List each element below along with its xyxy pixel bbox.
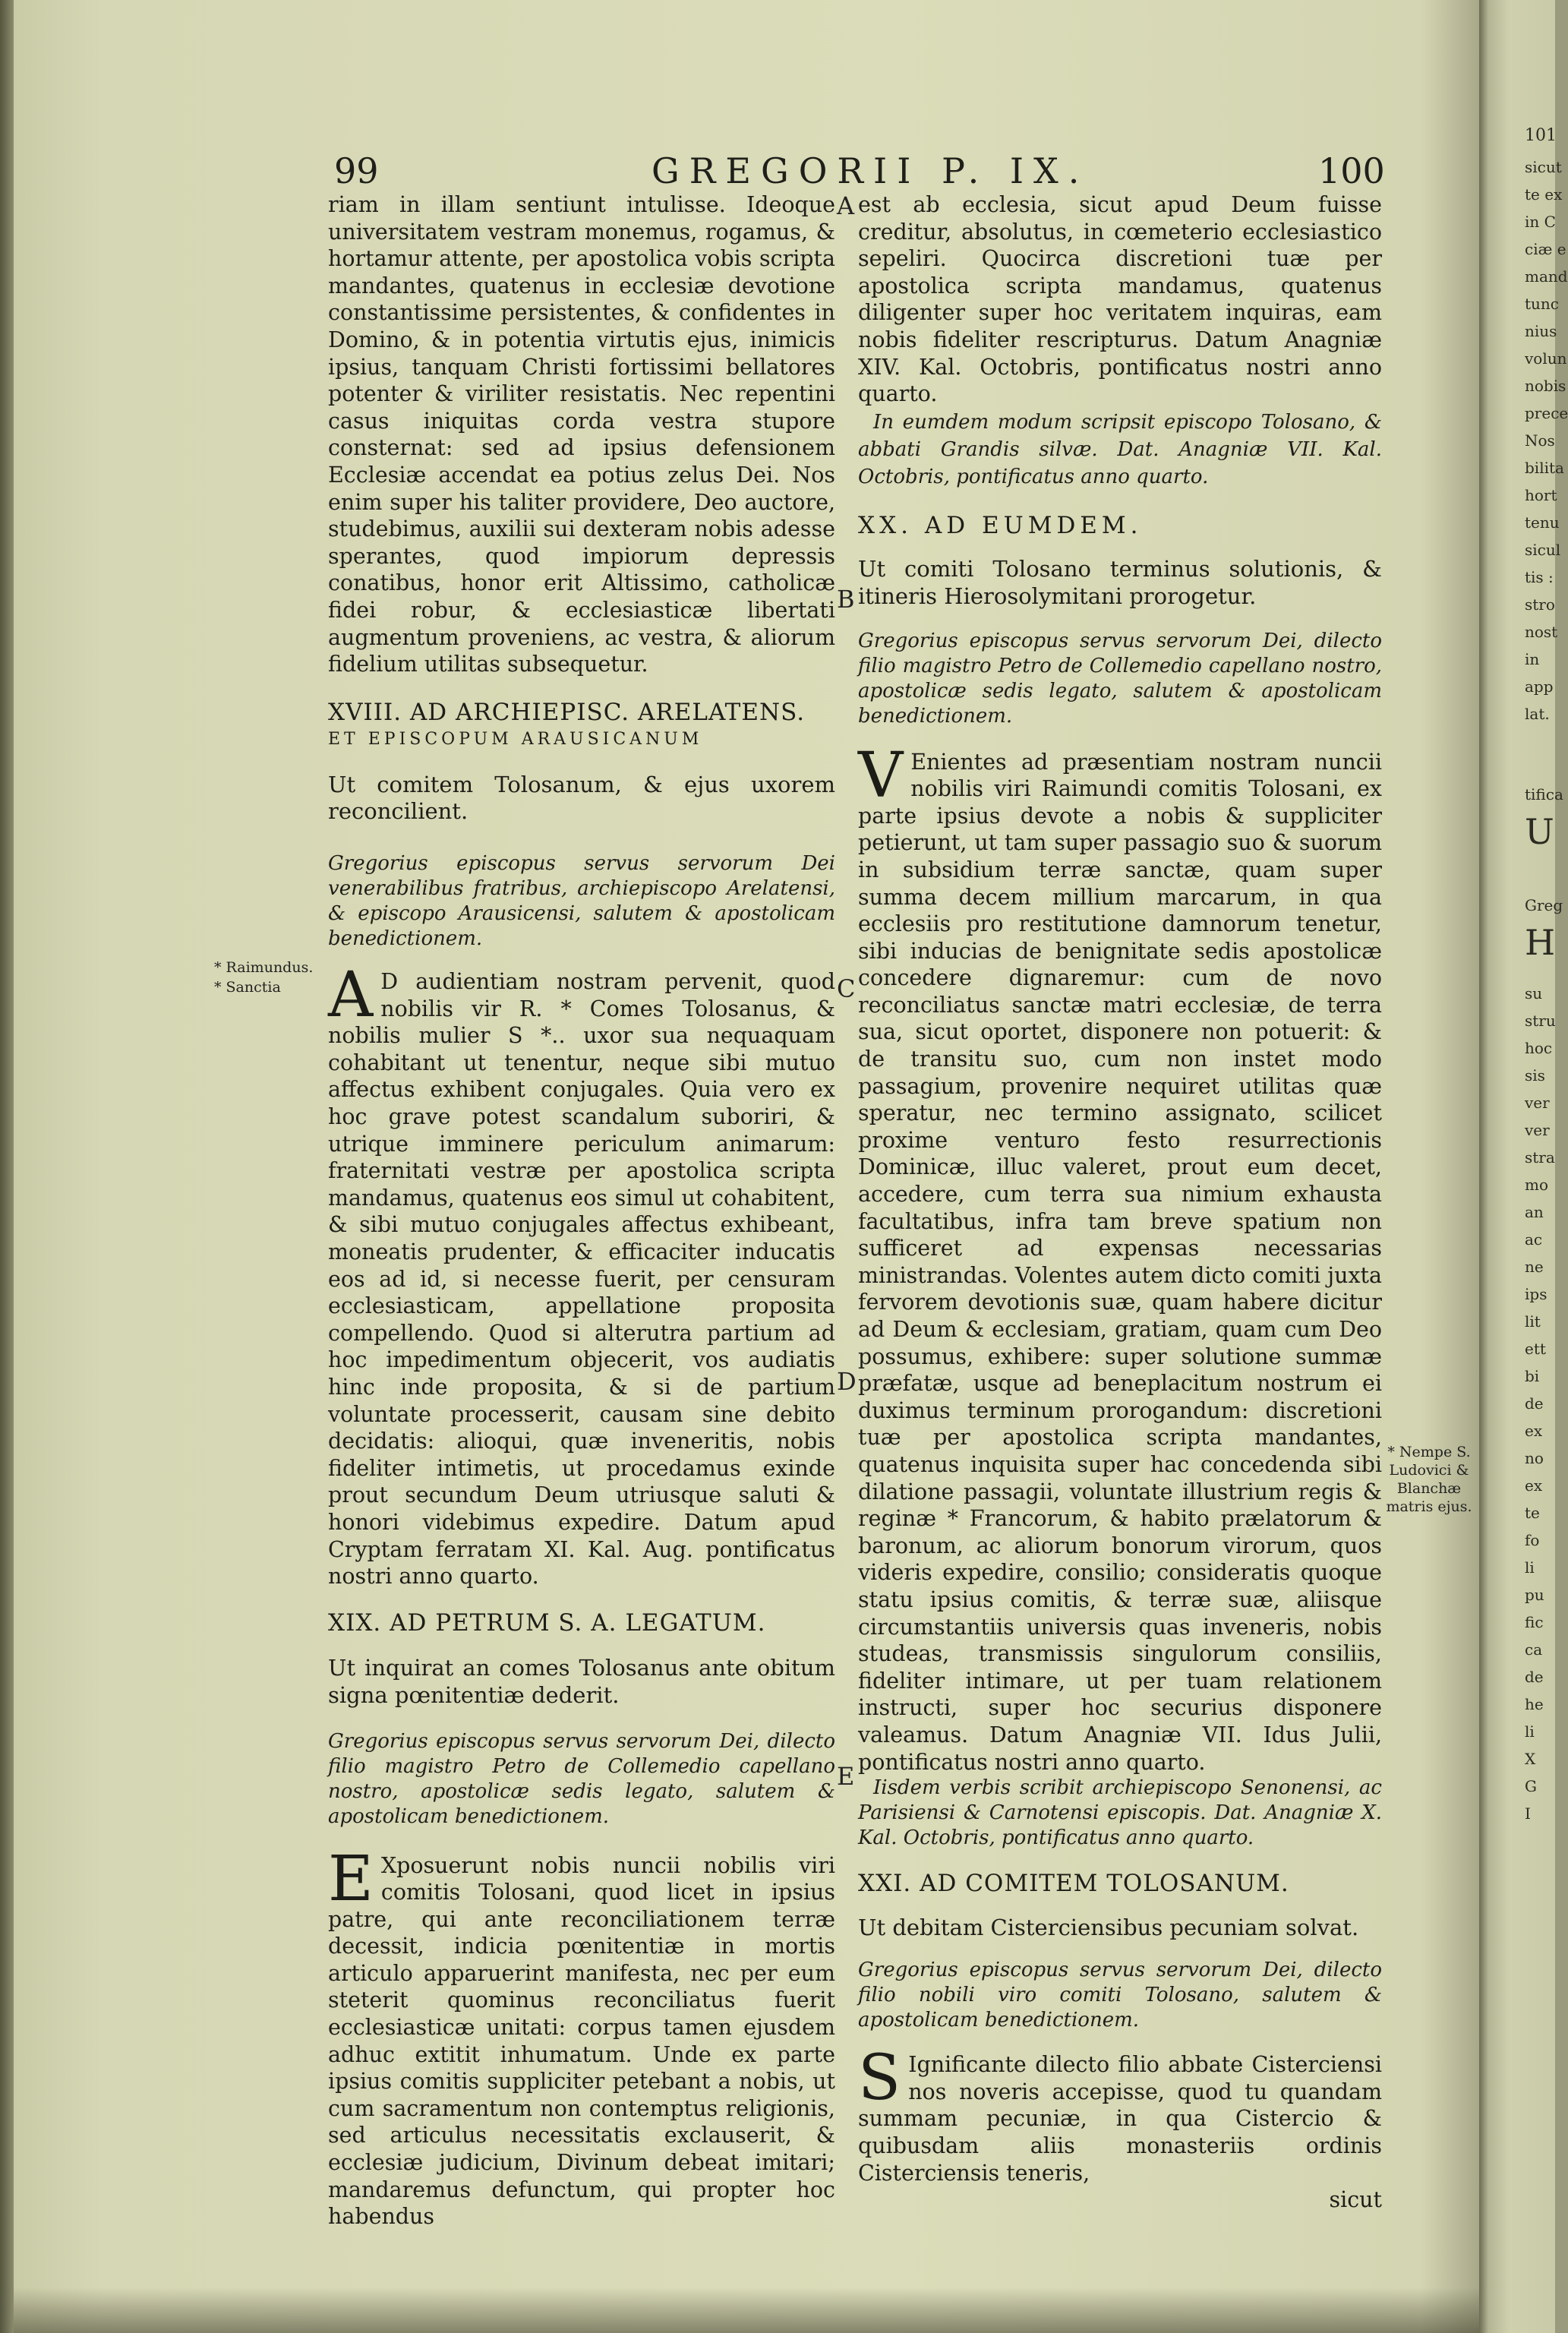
- next-page-fragment: su: [1525, 984, 1543, 1002]
- next-page-fragment: hort: [1525, 486, 1557, 504]
- next-page-fragment: nobis: [1525, 377, 1566, 395]
- margin-note-sanctia: * Sanctia: [214, 979, 281, 996]
- next-page-fragment: nost: [1525, 623, 1558, 641]
- section-heading-xviii-cont: ET EPISCOPUM ARAUSICANUM: [328, 730, 703, 750]
- next-page-fragment: sis: [1525, 1066, 1545, 1084]
- next-page-fragment: ex: [1525, 1422, 1543, 1440]
- next-page-fragment: lit: [1525, 1312, 1541, 1331]
- section-summary: Ut comiti Tolosano terminus solutionis, & itineris Hierosolymitani prorogetur.: [858, 556, 1382, 609]
- next-page-fragment: bi: [1525, 1367, 1540, 1385]
- page-shadow: [14, 2287, 1479, 2333]
- next-page-fragment: lat.: [1525, 705, 1550, 723]
- next-page-fragment: ne: [1525, 1258, 1544, 1276]
- paragraph-note: Iisdem verbis scribit archiepiscopo Senonensi, ac Parisiensi & Carnotensi episcopis. Dat. Anagniæ X. Kal. Octobris, pontificatus anno quarto.: [858, 1776, 1382, 1850]
- next-page-fragment: tunc: [1525, 295, 1559, 313]
- paragraph: riam in illam sentiunt intulisse. Ideoque universitatem vestram monemus, rogamus, & hortamur attente, per apostolica vobis scripta mandantes, quatenus in ecclesiæ devotione constantissime persistentes, & confidentes in Domino, & in potentia virtutis ejus, inimicis ipsius, tanquam Christi fortissimi bellatores potenter & viriliter resistatis. Nec repentini casus iniquitas corda vestra stupore consternat: sed ad ipsius defensionem Ecclesiæ accendat ea potius zelus Dei. Nos enim super his taliter providere, Deo auctore, studebimus, auxilii sui dexteram nobis adesse sperantes, quod impiorum depressis conatibus, honor erit Altissimo, catholicæ fidei robur, & ecclesiasticæ libertati augmentum proveniens, ac vestra, & aliorum fidelium utilitas subsequetur.: [328, 192, 835, 677]
- letter-text: Enientes ad præsentiam nostram nuncii nobilis viri Raimundi comitis Tolosani, ex parte ipsius devote a nobis & suppliciter petierunt, ut tam super passagio suo & suorum in subsidium terræ sanctæ, quam super summa decem millium marcarum, in qua ecclesiis pro restitutione damnorum tenetur, sibi inducias de benignitate sedis apostolicæ concedere dignaremur: cum de novo reconciliatus sanctæ matri ecclesiæ, de terra sua, sicut oportet, disponere non potuerit: & de transitu suo, cum non instet modo passagium, provenire nequiret utilitas quæ speratur, nec termino assignato, scilicet proxime venturo festo resurrectionis Dominicæ, illuc valeret, prout eum decet, accedere, cum terra sua nimium exhausta facultatibus, infra tam breve spatium non sufficeret ad expensas necessarias ministrandas. Volentes autem dicto comiti juxta fervorem devotionis suæ, quam habere dicitur ad Deum & ecclesiam, gratiam, quam cum Deo possumus, exhibere: super solutione summæ præfatæ, usque ad beneplacitum nostrum ei duximus terminum prorogandum: discretioni tuæ per apostolica scripta mandantes, quatenus inquisita super hac concedenda sibi dilatione passagii, voluntate illustrium regis & reginæ * Francorum, & habito prælatorum & baronum, ac aliorum bonorum virorum, quos videris expedire, consilio; consideratis quoque statu ipsius comitis, & terræ suæ, aliisque circumstantiis universis quas inveneris, nobis studeas, transmissis singulorum consiliis, fideliter intimare, ut per tuam relationem instructi, super hoc securius disponere valeamus. Datum Anagniæ VII. Idus Julii, pontificatus nostri anno quarto.: [858, 749, 1382, 1775]
- next-page-fragment: in: [1525, 650, 1540, 668]
- section-summary: Ut inquirat an comes Tolosanus ante obitum signa pœnitentiæ dederit.: [328, 1655, 835, 1708]
- next-page-fragment: ett: [1525, 1340, 1546, 1358]
- section-heading-xx: XX. AD EUMDEM.: [858, 511, 1143, 539]
- next-page-fragment: I: [1525, 1804, 1531, 1823]
- next-page-fragment: ips: [1525, 1285, 1547, 1303]
- section-marker-a: A: [837, 191, 855, 220]
- drop-cap: S: [858, 2042, 901, 2115]
- paragraph-note: In eumdem modum scripsit episcopo Tolosano, & abbati Grandis silvæ. Dat. Anagniæ VII. Kal. Octobris, pontificatus anno quarto.: [858, 410, 1382, 488]
- drop-cap: E: [328, 1842, 374, 1915]
- next-page-fragment: bilita: [1525, 459, 1564, 477]
- next-page-fragment: mo: [1525, 1176, 1549, 1194]
- next-page-fragment: no: [1525, 1449, 1544, 1467]
- next-page-fragment: de: [1525, 1394, 1544, 1413]
- next-page-fragment: volun: [1525, 349, 1567, 368]
- letter-body: [328, 959, 835, 1590]
- section-marker-b: B: [837, 585, 855, 614]
- next-page-fragment: ciæ e: [1525, 240, 1566, 258]
- book-spine: [0, 0, 14, 2333]
- next-page-fragment: mand: [1525, 267, 1568, 286]
- letter-body: [858, 2042, 1382, 2186]
- page-number-left: 99: [334, 150, 379, 191]
- next-page-fragment: ver: [1525, 1121, 1550, 1139]
- page-number-right: 100: [1318, 150, 1385, 191]
- letter-body: [328, 1842, 835, 2230]
- next-page-fragment: Greg: [1525, 896, 1563, 914]
- next-page-fragment: ca: [1525, 1640, 1543, 1659]
- next-page-fragment: he: [1525, 1695, 1544, 1713]
- next-page-fragment: ver: [1525, 1094, 1550, 1112]
- next-page-fragment: stra: [1525, 1148, 1555, 1166]
- next-page-fragment: sicul: [1525, 541, 1561, 559]
- next-page-fragment: tis :: [1525, 568, 1554, 586]
- drop-cap: V: [858, 739, 904, 812]
- drop-cap: A: [328, 959, 374, 1032]
- section-marker-d: D: [837, 1367, 857, 1396]
- next-page-fragment: pu: [1525, 1586, 1544, 1604]
- section-summary: Ut debitam Cisterciensibus pecuniam solvat.: [858, 1914, 1359, 1940]
- catchword: sicut: [1329, 2187, 1382, 2213]
- salutation: Gregorius episcopus servus servorum Dei, dilecto filio magistro Petro de Collemedio capellano nostro, apostolicæ sedis legato, salutem & apostolicam benedictionem.: [328, 1729, 835, 1828]
- next-page-fragment: app: [1525, 677, 1554, 696]
- paragraph: est ab ecclesia, sicut apud Deum fuisse creditur, absolutus, in cœmeterio ecclesiastico sepeliri. Quocirca discretioni tuæ per apostolica scripta mandamus, quatenus diligenter super hoc veritatem inquiras, eam nobis fideliter rescripturus. Datum Anagniæ XIV. Kal. Octobris, pontificatus nostri anno quarto.: [858, 192, 1382, 407]
- next-page-fragment: G: [1525, 1777, 1537, 1795]
- next-page-fragment: prece: [1525, 404, 1568, 422]
- next-page-fragment: li: [1525, 1722, 1535, 1741]
- margin-note-raimundus: * Raimundus.: [214, 959, 314, 976]
- section-marker-c: C: [837, 974, 856, 1003]
- salutation: Gregorius episcopus servus servorum Dei venerabilibus fratribus, archiepiscopo Arelatensi, & episcopo Arausicensi, salutem & apostolicam benedictionem.: [328, 852, 835, 951]
- next-page-number: 101: [1525, 126, 1557, 145]
- next-page-fragment: sicut: [1525, 158, 1562, 176]
- next-page-edge: [1479, 0, 1568, 2333]
- letter-text: Ignificante dilecto filio abbate Cisterciensi nos noveris accepisse, quod tu quandam summam pecuniæ, in qua Cistercio & quibusdam aliis monasteriis ordinis Cisterciensis teneris,: [858, 2052, 1382, 2186]
- next-page-fragment: de: [1525, 1668, 1544, 1686]
- salutation: Gregorius episcopus servus servorum Dei, dilecto filio nobili viro comiti Tolosano, salutem & apostolicam benedictionem.: [858, 1959, 1382, 2032]
- next-page-fragment: ex: [1525, 1476, 1543, 1495]
- margin-note-ludovici: * Nempe S. Ludovici & Blanchæ matris ejus.: [1386, 1444, 1472, 1515]
- section-heading-xxi: XXI. AD COMITEM TOLOSANUM.: [858, 1870, 1289, 1898]
- next-page-fragment: fo: [1525, 1531, 1540, 1549]
- next-page-fragment: H: [1525, 922, 1556, 963]
- section-summary: Ut comitem Tolosanum, & ejus uxorem reconcilient.: [328, 771, 835, 825]
- section-heading-xviii: XVIII. AD ARCHIEPISC. ARELATENS.: [328, 698, 806, 726]
- salutation: Gregorius episcopus servus servorum Dei, dilecto filio magistro Petro de Collemedio capellano nostro, apostolicæ sedis legato, salutem & apostolicam benedictionem.: [858, 629, 1382, 728]
- next-page-fragment: Nos: [1525, 431, 1555, 450]
- letter-text: D audientiam nostram pervenit, quod nobilis vir R. * Comes Tolosanus, & nobilis mulier S *.. uxor sua nequaquam cohabitant ut tenentur, neque sibi mutuo affectus exhibent conjugales. Quia vero ex hoc grave potest scandalum suboriri, & utrique imminere periculum animarum: fraternitati vestræ per apostolica scripta mandamus, quatenus eos simul ut cohabitent, & sibi mutuo conjugales affectus exhibeant, moneatis prudenter, & efficaciter inducatis eos ad id, si necesse fuerit, per censuram ecclesiasticam, appellatione proposita compellendo. Quod si alterutra partium ad hoc impedimentum objecerit, vos audiatis hinc inde proposita, & si de partium voluntate processerit, causam sine debito decidatis: alioqui, quæ inveneritis, nobis fideliter intimetis, ut procedamus exinde prout secundum Deum utriusque saluti & honori videbimus expedire. Datum apud Cryptam ferratam XI. Kal. Aug. pontificatus nostri anno quarto.: [328, 969, 835, 1590]
- next-page-fragment: an: [1525, 1203, 1544, 1221]
- next-page-fragment: li: [1525, 1558, 1535, 1577]
- next-page-fragment: tifica: [1525, 785, 1563, 803]
- running-title: GREGORII P. IX.: [651, 150, 1090, 191]
- left-column: [328, 191, 835, 2230]
- next-page-fragment: hoc: [1525, 1039, 1553, 1057]
- next-page-fragment: X: [1525, 1750, 1536, 1768]
- letter-body: [858, 739, 1382, 1776]
- next-page-fragment: stru: [1525, 1012, 1556, 1030]
- next-page-fragment: ac: [1525, 1230, 1543, 1249]
- next-page-fragment: stro: [1525, 595, 1555, 614]
- next-page-fragment: tenu: [1525, 513, 1560, 532]
- next-page-fragment: in C: [1525, 213, 1556, 231]
- next-page-fragment: U: [1525, 811, 1554, 852]
- section-heading-xix: XIX. AD PETRUM S. A. LEGATUM.: [328, 1608, 766, 1637]
- next-page-fragment: nius: [1525, 322, 1557, 340]
- next-page-fragment: fic: [1525, 1613, 1544, 1631]
- next-page-fragment: te ex: [1525, 185, 1563, 204]
- section-marker-e: E: [837, 1762, 855, 1791]
- right-column: [858, 191, 1382, 2214]
- next-page-fragment: te: [1525, 1504, 1540, 1522]
- letter-text: Xposuerunt nobis nuncii nobilis viri comitis Tolosani, quod licet in ipsius patre, qui ante reconciliationem terræ decessit, indicia pœnitentiæ in mortis articulo apparuerint manifesta, nec per eum steterit quominus reconciliatus fuerit ecclesiasticæ unitati: corpus tamen ejusdem adhuc extitit inhumatum. Unde ex parte ipsius comitis suppliciter petebant a nobis, ut cum sacramentum non contemptus religionis, sed articulus necessitatis exclauserit, & ecclesiæ judicium, Divinum debeat imitari; mandaremus defunctum, qui propter hoc habendus: [328, 1852, 835, 2230]
